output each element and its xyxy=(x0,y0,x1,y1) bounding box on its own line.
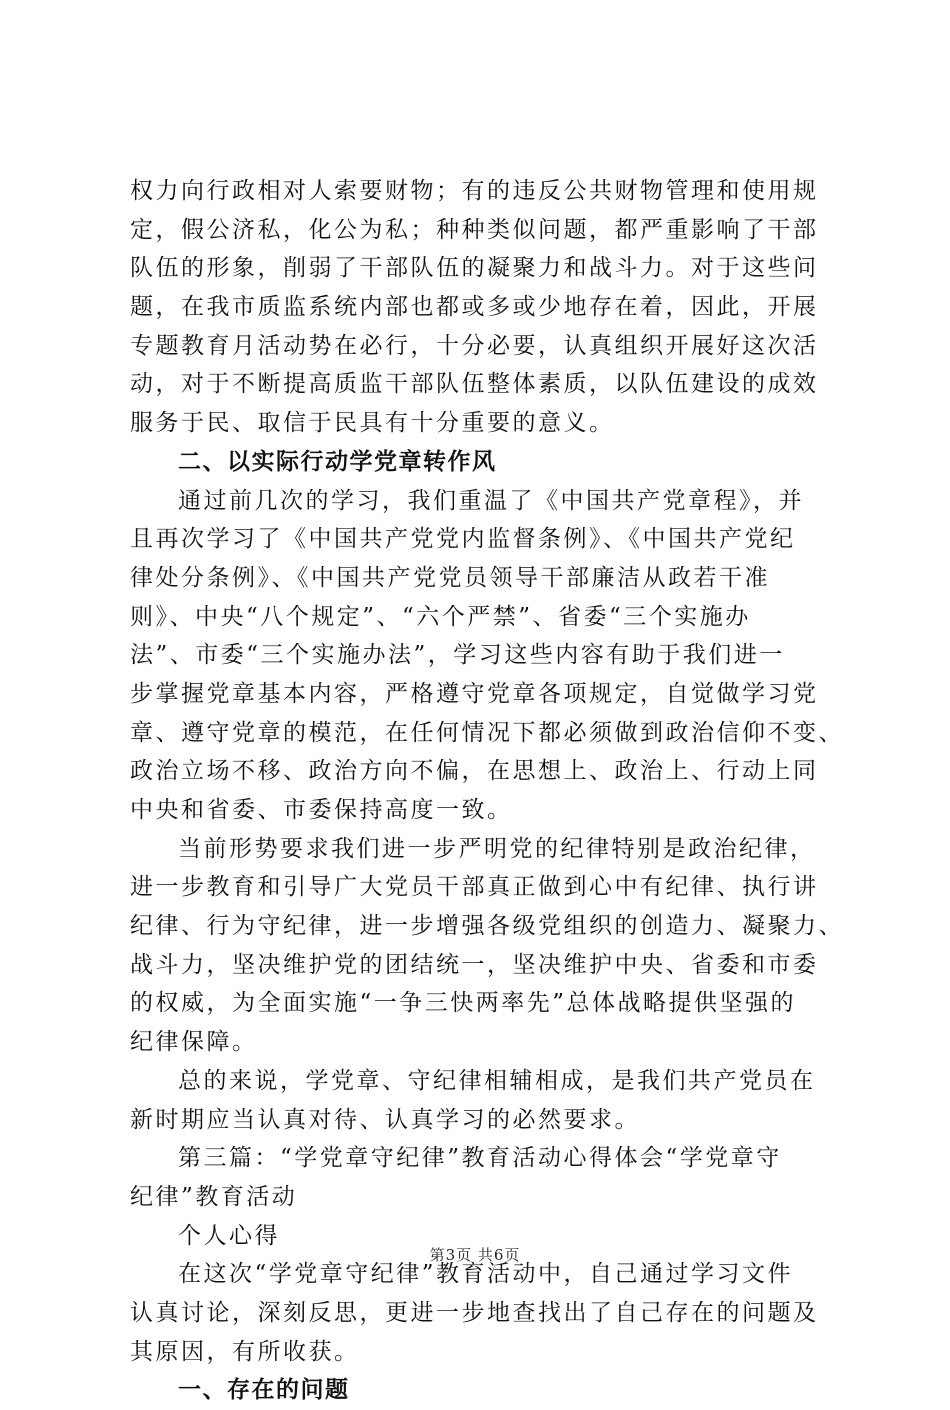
section-heading: 二、以实际行动学党章转作风 xyxy=(178,448,497,475)
body-text-line: 通过前几次的学习，我们重温了《中国共产党章程》，并 xyxy=(178,487,804,514)
body-text-line: 当前形势要求我们进一步严明党的纪律特别是政治纪律， xyxy=(178,835,816,862)
body-text-line: 纪律”教育活动 xyxy=(130,1183,298,1210)
body-text-line: 中央和省委、市委保持高度一致。 xyxy=(130,797,513,823)
body-text-line: 战斗力，坚决维护党的团结统一，坚决维护中央、省委和市委 xyxy=(130,951,819,978)
body-text-line: 政治立场不移、政治方向不偏，在思想上、政治上、行动上同 xyxy=(130,758,819,785)
body-text-line: 其原因，有所收获。 xyxy=(130,1338,360,1365)
body-text-line: 则》、中央“八个规定”、“六个严禁”、省委“三个实施办 xyxy=(130,603,751,630)
body-text-line: 在这次“学党章守纪律”教育活动中，自己通过学习文件 xyxy=(178,1261,794,1288)
body-text-line: 法”、市委“三个实施办法”，学习这些内容有助于我们进一 xyxy=(130,642,785,669)
body-text-line: 纪律、行为守纪律，进一步增强各级党组织的创造力、凝聚力、 xyxy=(130,913,844,940)
body-text-line: 步掌握党章基本内容，严格遵守党章各项规定，自觉做学习党 xyxy=(130,680,819,707)
body-text-line: 律处分条例》、《中国共产党党员领导干部廉洁从政若干准 xyxy=(130,564,770,591)
body-text-line: 题，在我市质监系统内部也都或多或少地存在着，因此，开展 xyxy=(130,294,819,321)
body-text-line: 队伍的形象，削弱了干部队伍的凝聚力和战斗力。对于这些问 xyxy=(130,255,819,282)
document-body xyxy=(130,172,844,1410)
body-text-line: 章、遵守党章的模范，在任何情况下都必须做到政治信仰不变、 xyxy=(130,719,844,746)
body-text-line: 新时期应当认真对待、认真学习的必然要求。 xyxy=(130,1106,640,1133)
page-footer: 第3页 共6页 xyxy=(429,1246,521,1264)
body-text-line: 权力向行政相对人索要财物；有的违反公共财物管理和使用规 xyxy=(130,178,819,204)
body-text-line: 动，对于不断提高质监干部队伍整体素质，以队伍建设的成效 xyxy=(130,371,819,398)
body-text-line: 服务于民、取信于民具有十分重要的意义。 xyxy=(130,410,615,437)
body-text-line: 定，假公济私，化公为私；种种类似问题，都严重影响了干部 xyxy=(130,216,819,243)
body-text-line: 总的来说，学党章、守纪律相辅相成，是我们共产党员在 xyxy=(178,1067,816,1094)
body-text-line: 认真讨论，深刻反思，更进一步地查找出了自己存在的问题及 xyxy=(130,1299,819,1326)
body-text-line: 个人心得 xyxy=(178,1222,280,1249)
section-heading: 一、存在的问题 xyxy=(178,1377,350,1404)
body-text-line: 的权威，为全面实施“一争三快两率先”总体战略提供坚强的 xyxy=(130,990,797,1017)
body-text-line: 第三篇：“学党章守纪律”教育活动心得体会“学党章守 xyxy=(178,1145,782,1172)
body-text-line: 纪律保障。 xyxy=(130,1029,258,1056)
body-text-line: 专题教育月活动势在必行，十分必要，认真组织开展好这次活 xyxy=(130,332,819,359)
body-text-line: 且再次学习了《中国共产党党内监督条例》、《中国共产党纪 xyxy=(130,526,796,553)
body-text-line: 进一步教育和引导广大党员干部真正做到心中有纪律、执行讲 xyxy=(130,874,819,901)
